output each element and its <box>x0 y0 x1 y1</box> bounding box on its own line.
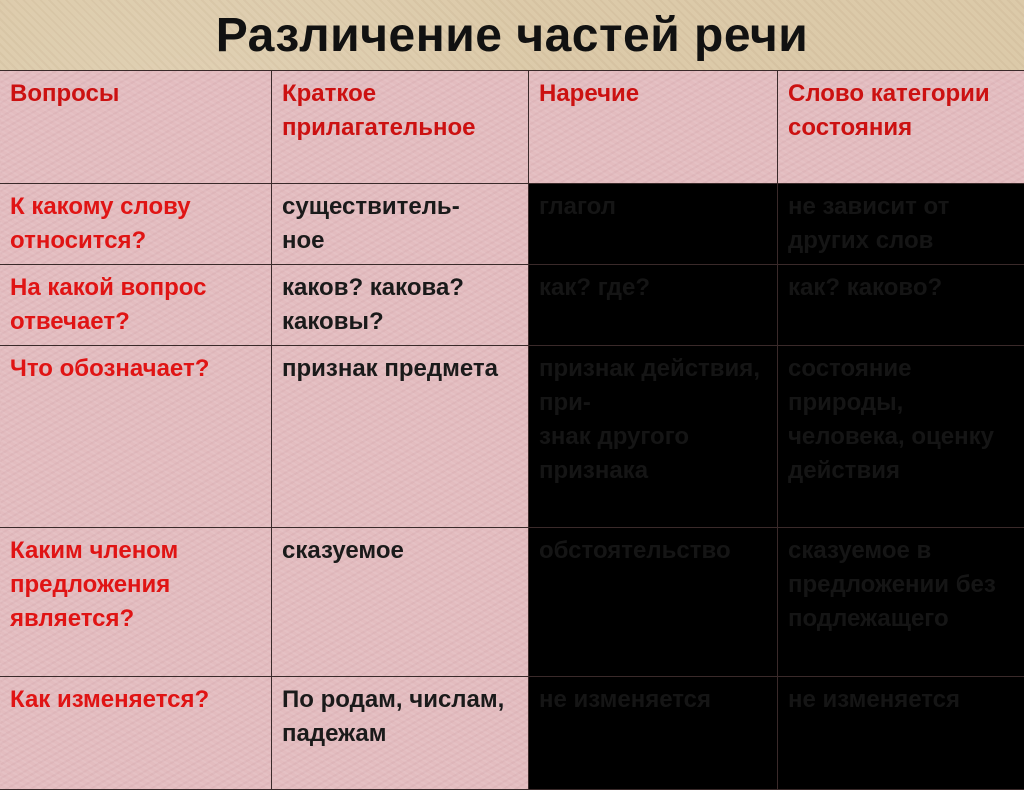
short-adjective-cell: каков? какова? каковы? <box>272 265 529 346</box>
state-word-cell: не зависит от других слов <box>778 184 1024 265</box>
adverb-cell: признак действия, при- знак другого признака <box>529 346 778 528</box>
table-header-row <box>0 71 1024 184</box>
table-row <box>0 265 1024 346</box>
question-cell: Каким членом предложения является? <box>0 528 272 677</box>
adverb-cell: как? где? <box>529 265 778 346</box>
short-adjective-cell: признак предмета <box>272 346 529 528</box>
header-state-word: Слово категории состояния <box>778 71 1024 184</box>
header-adverb: Наречие <box>529 71 778 184</box>
table-row <box>0 346 1024 528</box>
page-title: Различение частей речи <box>0 8 1024 63</box>
state-word-cell: как? каково? <box>778 265 1024 346</box>
state-word-cell: сказуемое в предложении без подлежащего <box>778 528 1024 677</box>
question-cell: К какому слову относится? <box>0 184 272 265</box>
adverb-cell: глагол <box>529 184 778 265</box>
short-adjective-cell: существитель- ное <box>272 184 529 265</box>
table-row <box>0 184 1024 265</box>
header-questions: Вопросы <box>0 71 272 184</box>
state-word-cell: не изменяется <box>778 677 1024 790</box>
comparison-table <box>0 70 1024 790</box>
question-cell: На какой вопрос отвечает? <box>0 265 272 346</box>
table-row <box>0 677 1024 790</box>
header-short-adjective: Краткое прилагательное <box>272 71 529 184</box>
adverb-cell: обстоятельство <box>529 528 778 677</box>
question-cell: Что обозначает? <box>0 346 272 528</box>
question-cell: Как изменяется? <box>0 677 272 790</box>
state-word-cell: состояние природы, человека, оценку действия <box>778 346 1024 528</box>
adverb-cell: не изменяется <box>529 677 778 790</box>
short-adjective-cell: сказуемое <box>272 528 529 677</box>
table-row <box>0 528 1024 677</box>
short-adjective-cell: По родам, числам, падежам <box>272 677 529 790</box>
